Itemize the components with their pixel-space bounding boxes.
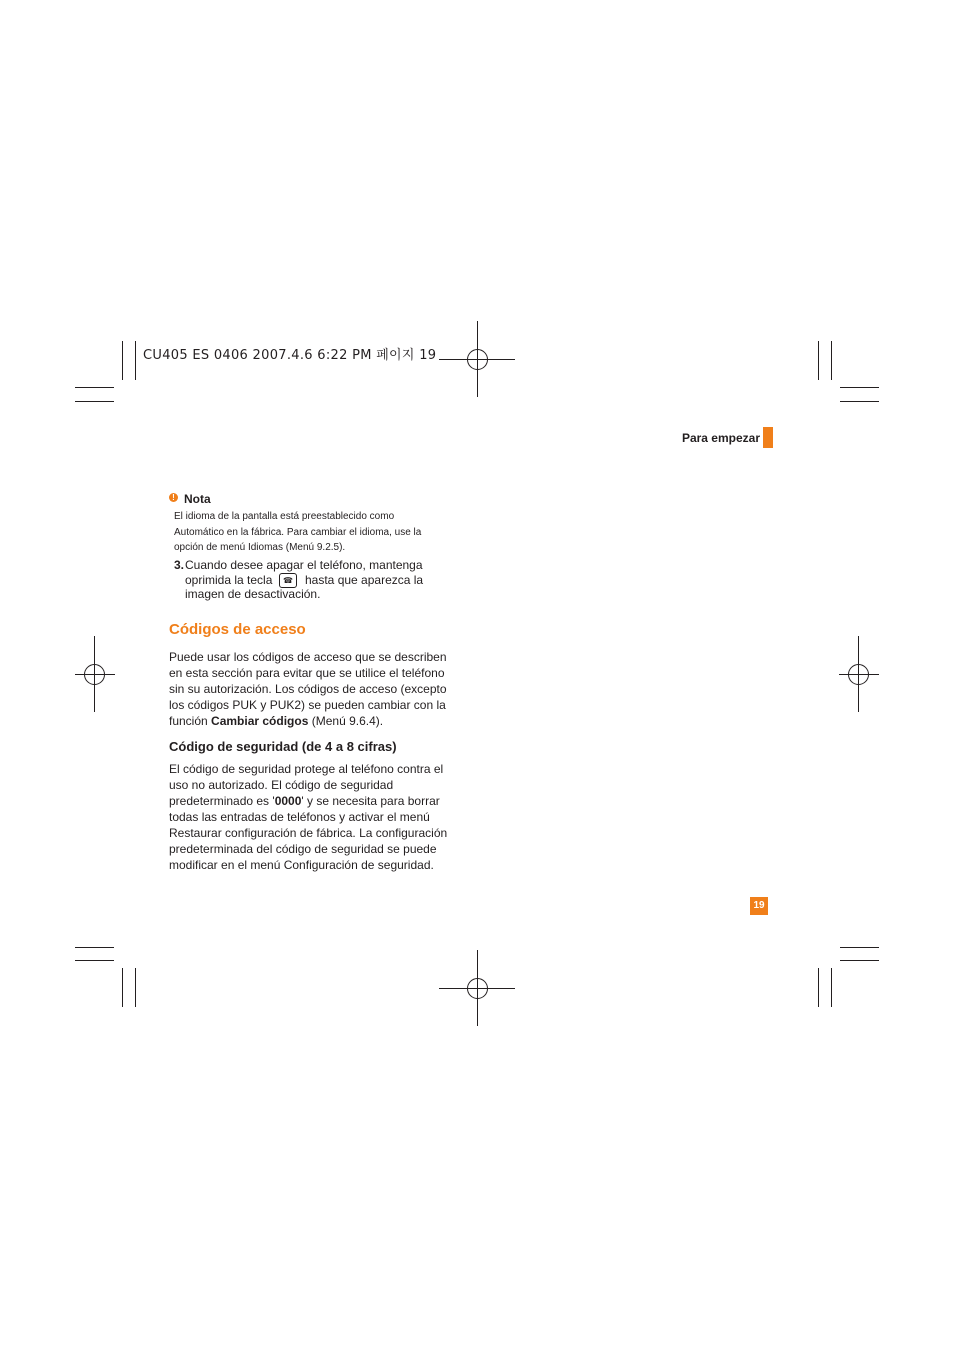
crop-mark	[840, 960, 879, 961]
crop-mark	[818, 968, 819, 1007]
paragraph-line: El código de seguridad protege al teléfono contra el	[169, 762, 444, 776]
paragraph-line: modificar en el menú Configuración de seguridad.	[169, 858, 434, 872]
text-run: ' y se necesita para borrar	[301, 794, 440, 808]
crop-mark	[831, 341, 832, 380]
note-line: Automático en la fábrica. Para cambiar el idioma, use la	[174, 526, 422, 538]
crop-mark	[831, 968, 832, 1007]
registration-mark-left	[75, 636, 115, 712]
paragraph-line: predeterminada del código de seguridad se puede	[169, 842, 437, 856]
security-code-heading: Código de seguridad (de 4 a 8 cifras)	[169, 739, 397, 754]
paragraph-line: Puede usar los códigos de acceso que se describen	[169, 650, 447, 664]
crop-mark	[75, 960, 114, 961]
menu-name: Cambiar códigos	[211, 714, 309, 728]
warning-icon: !	[169, 493, 178, 502]
text-run: predeterminado es '	[169, 794, 275, 808]
step-text: hasta que aparezca la	[305, 573, 424, 587]
page-number: 19	[750, 897, 768, 915]
crop-mark	[135, 968, 136, 1007]
print-slug: CU405 ES 0406 2007.4.6 6:22 PM 페이지 19	[143, 348, 437, 363]
paragraph-line: Restaurar configuración de fábrica. La configuración	[169, 826, 448, 840]
note-title: Nota	[184, 492, 211, 506]
paragraph-line: sin su autorización. Los códigos de acceso (excepto	[169, 682, 447, 696]
crop-mark	[135, 341, 136, 380]
text-run: (Menú 9.6.4).	[308, 714, 384, 728]
text-run: función	[169, 714, 212, 728]
registration-mark-top	[439, 321, 515, 397]
step-text: Cuando desee apagar el teléfono, mantenga	[185, 558, 423, 572]
crop-mark	[840, 401, 879, 402]
default-code: 0000	[274, 794, 302, 808]
paragraph-line	[169, 713, 447, 729]
paragraph-line: los códigos PUK y PUK2) se pueden cambiar con la	[169, 698, 446, 712]
note-line: opción de menú Idiomas (Menú 9.2.5).	[174, 542, 346, 553]
paragraph-line	[169, 793, 447, 809]
crop-mark	[75, 387, 114, 388]
registration-mark-bottom	[439, 950, 515, 1026]
crop-mark	[122, 968, 123, 1007]
paragraph-line: uso no autorizado. El código de seguridad	[169, 778, 394, 792]
registration-mark-right	[839, 636, 879, 712]
end-key-icon: ☎	[279, 573, 297, 588]
note-line: El idioma de la pantalla está preestablecido como	[174, 511, 395, 522]
paragraph-line: en esta sección para evitar que se utilice el teléfono	[169, 666, 445, 680]
step-text: oprimida la tecla	[185, 573, 273, 587]
crop-mark	[75, 401, 114, 402]
crop-mark	[840, 947, 879, 948]
step-number: 3.	[174, 558, 185, 572]
step-text: imagen de desactivación.	[185, 587, 321, 601]
crop-mark	[840, 387, 879, 388]
crop-mark	[818, 341, 819, 380]
access-codes-heading: Códigos de acceso	[169, 621, 306, 638]
crop-mark	[75, 947, 114, 948]
access-codes-paragraph	[169, 649, 447, 729]
security-code-paragraph	[169, 761, 447, 873]
section-tab-marker	[763, 427, 773, 448]
paragraph-line: todas las entradas de teléfonos y activar el menú	[169, 810, 430, 824]
crop-mark	[122, 341, 123, 380]
section-header: Para empezar	[681, 431, 760, 445]
note-body	[174, 509, 439, 556]
